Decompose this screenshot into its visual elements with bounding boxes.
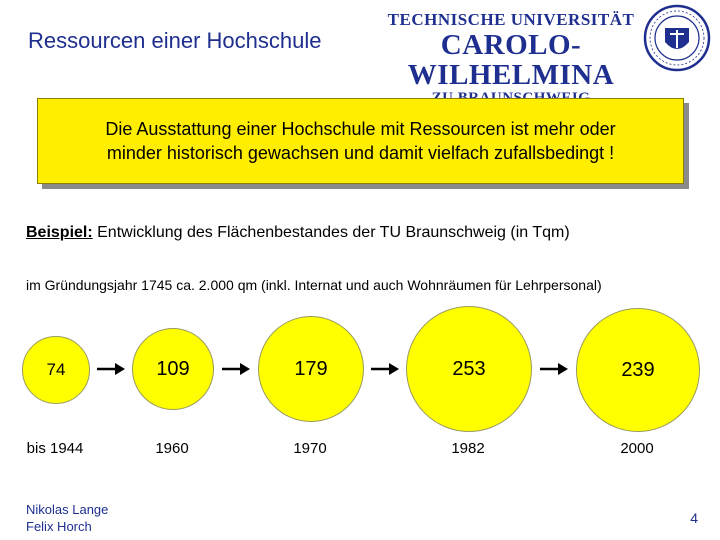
area-value-3: 179 <box>294 357 328 380</box>
year-label-4: 1982 <box>451 440 485 457</box>
arrow-right-icon <box>371 362 399 376</box>
area-value-1: 74 <box>46 360 66 379</box>
arrow-right-icon <box>540 362 568 376</box>
university-logo <box>382 10 640 107</box>
area-circle-1 <box>22 336 90 404</box>
university-seal-icon <box>643 4 711 72</box>
area-value-2: 109 <box>156 357 190 380</box>
highlight-box <box>37 98 684 184</box>
author-2: Felix Horch <box>26 519 92 534</box>
example-text: Entwicklung des Flächenbestandes der TU Braunschweig (in Tqm) <box>92 224 570 241</box>
year-label-5: 2000 <box>620 440 654 457</box>
highlight-line-2: minder historisch gewachsen und damit vielfach zufallsbedingt ! <box>106 143 615 163</box>
highlight-line-1: Die Ausstattung einer Hochschule mit Ressourcen ist mehr oder <box>105 119 616 139</box>
year-label-1: bis 1944 <box>26 440 84 457</box>
founding-note: im Gründungsjahr 1745 ca. 2.000 qm (inkl. Internat und auch Wohnräumen für Lehrpersonal) <box>26 277 602 293</box>
area-value-5: 239 <box>621 358 655 381</box>
area-circle-4 <box>406 306 532 432</box>
page-title: Ressourcen einer Hochschule <box>28 28 322 53</box>
area-circle-3 <box>258 316 364 422</box>
arrow-right-icon <box>222 362 250 376</box>
year-label-3: 1970 <box>293 440 327 457</box>
area-circle-5 <box>576 308 700 432</box>
page-number: 4 <box>690 510 698 526</box>
area-circle-2 <box>132 328 214 410</box>
example-heading <box>26 224 570 242</box>
authors <box>26 501 108 535</box>
logo-line-2: CAROLO-WILHELMINA <box>407 29 615 91</box>
arrow-right-icon <box>97 362 125 376</box>
example-label: Beispiel: <box>26 224 93 241</box>
area-value-4: 253 <box>452 357 486 380</box>
author-1: Nikolas Lange <box>26 502 109 517</box>
logo-line-1: TECHNISCHE UNIVERSITÄT <box>387 10 635 29</box>
year-label-2: 1960 <box>155 440 189 457</box>
